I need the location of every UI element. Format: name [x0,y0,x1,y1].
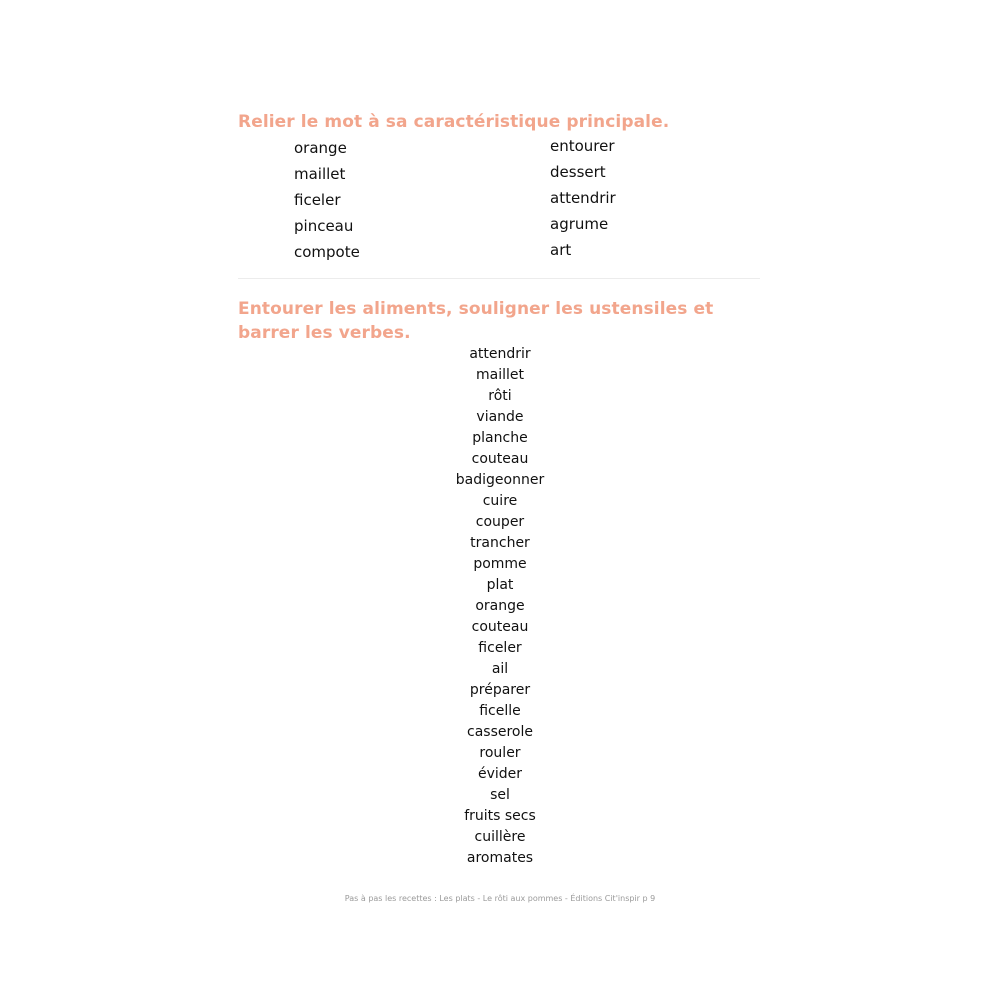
right-word-column [550,133,616,263]
list-item: badigeonner [455,472,545,488]
left-word: compote [294,243,360,261]
left-word-column [294,135,360,265]
list-item: planche [472,430,528,446]
section2-heading: Entourer les aliments, souligner les ustensiles et barrer les verbes. [238,299,714,343]
right-word: agrume [550,215,609,233]
left-word: pinceau [294,217,354,235]
list-item: rouler [479,745,521,761]
list-item: aromates [466,850,534,866]
list-item: viande [476,409,524,425]
list-item: casserole [467,724,533,740]
right-word: attendrir [550,189,616,207]
list-item: pomme [473,556,527,572]
list-item: couteau [471,451,529,467]
list-item: couper [475,514,525,530]
list-item: orange [475,598,525,614]
word-list [350,344,650,869]
list-item: cuillère [474,829,526,845]
right-word: dessert [550,163,606,181]
list-item: plat [486,577,514,593]
list-item: évider [477,766,523,782]
list-item: préparer [469,682,531,698]
right-word: art [550,241,572,259]
list-item: ficeler [478,640,522,656]
page-footer: Pas à pas les recettes : Les plats - Le rôti aux pommes - Éditions Cit'inspir p 9 [344,894,656,903]
left-word: orange [294,139,347,157]
list-item: fruits secs [464,808,536,824]
section-divider [238,278,760,279]
section1-heading: Relier le mot à sa caractéristique principale. [238,112,670,132]
list-item: couteau [471,619,529,635]
list-item: attendrir [469,346,531,362]
list-item: cuire [482,493,518,509]
list-item: rôti [488,388,512,404]
list-item: trancher [470,535,530,551]
left-word: maillet [294,165,346,183]
right-word: entourer [550,137,615,155]
list-item: ail [491,661,509,677]
list-item: maillet [476,367,524,383]
list-item: ficelle [479,703,521,719]
left-word: ficeler [294,191,341,209]
list-item: sel [490,787,510,803]
